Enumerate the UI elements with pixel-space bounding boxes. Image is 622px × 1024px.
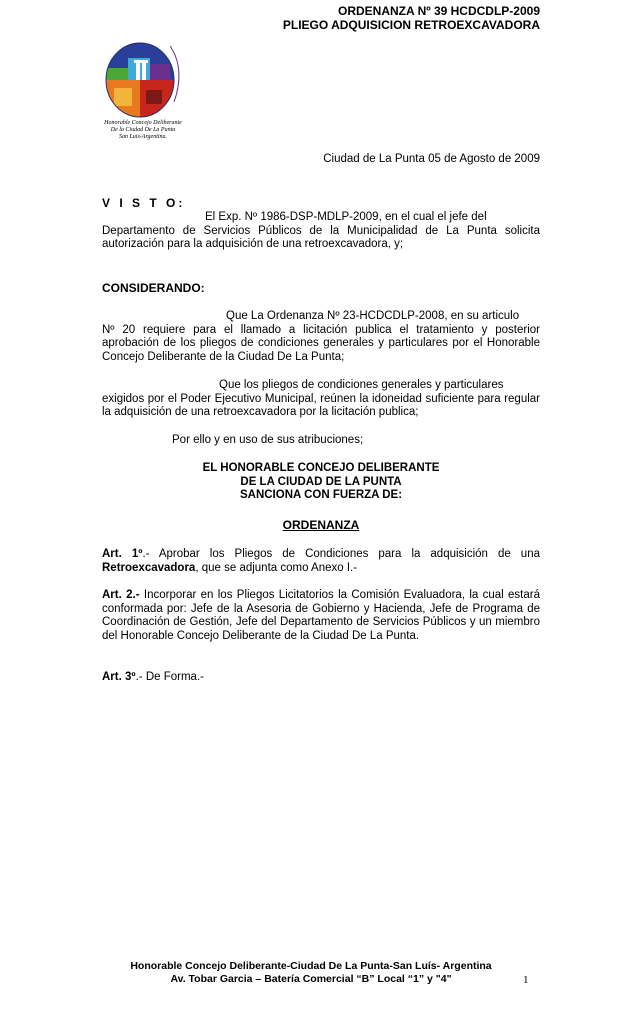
article-2-text: Incorporar en los Pliegos Licitatorios la Comisión Evaluadora, la cual estará conformada por: Jefe de la Asesoria de Gobierno y Hacienda, Jefe de Programa de Coordinación de Gestión, Jefe del Departamento de Servicios Públicos y un miembro del Honorable Concejo Deliberante de la Ciudad De La Punta. bbox=[102, 589, 540, 642]
visto-body: Departamento de Servicios Públicos de la Municipalidad de La Punta solicita autorización para la adquisición de una retroexcavadora, y; bbox=[102, 224, 540, 251]
document-header bbox=[283, 4, 540, 32]
article-1-bold-term: Retroexcavadora bbox=[102, 561, 196, 574]
article-1-label: Art. 1º bbox=[102, 548, 143, 560]
footer-line-2: Av. Tobar Garcia – Batería Comercial “B” Local “1” y "4" bbox=[170, 973, 452, 985]
document-date: Ciudad de La Punta 05 de Agosto de 2009 bbox=[323, 153, 540, 165]
considerando-p2-body: exigidos por el Poder Ejecutivo Municipal, reúnen la idoneidad suficiente para regular la adquisición de una retroexcavadora por la licitación publica; bbox=[102, 392, 540, 419]
logo-caption-line: De la Ciudad De La Punta bbox=[110, 127, 176, 133]
council-emblem-icon bbox=[100, 40, 186, 118]
visto-paragraph bbox=[102, 211, 540, 252]
article-2 bbox=[102, 589, 540, 643]
article-1 bbox=[102, 548, 540, 575]
sanciona-block bbox=[102, 462, 540, 503]
article-1-text-end: , que se adjunta como Anexo I.- bbox=[195, 561, 358, 574]
ordenanza-title: ORDENANZA bbox=[282, 518, 360, 532]
logo-caption-line: Honorable Concejo Deliberante bbox=[104, 120, 182, 126]
sanciona-line: EL HONORABLE CONCEJO DELIBERANTE bbox=[202, 462, 440, 474]
considerando-paragraph-2 bbox=[102, 379, 540, 420]
article-2-label: Art. 2.- bbox=[102, 589, 140, 601]
logo-caption bbox=[100, 120, 186, 141]
article-3-text: .- De Forma.- bbox=[135, 671, 204, 683]
footer-line-1: Honorable Concejo Deliberante-Ciudad De La Punta-San Luís- Argentina bbox=[130, 960, 492, 972]
considerando-paragraph-3: Por ello y en uso de sus atribuciones; bbox=[172, 434, 364, 446]
considerando-p1-body: Nº 20 requiere para el llamado a licitación publica el tratamiento y posterior aprobación de los pliegos de condiciones generales y particulares por el Honorable Concejo Deliberante de la Ciudad De La Punta; bbox=[102, 323, 540, 363]
document-footer bbox=[0, 960, 622, 986]
visto-first-line: El Exp. Nº 1986-DSP-MDLP-2009, en el cual el jefe del bbox=[205, 211, 487, 223]
article-1-text: .- Aprobar los Pliegos de Condiciones para la adquisición de una bbox=[142, 548, 540, 560]
considerando-p1-first-line: Que La Ordenanza Nº 23-HCDCDLP-2008, en su articulo bbox=[226, 310, 520, 322]
considerando-heading: CONSIDERANDO: bbox=[102, 281, 205, 295]
header-subject: PLIEGO ADQUISICION RETROEXCAVADORA bbox=[282, 18, 540, 32]
article-3-label: Art. 3º bbox=[102, 671, 136, 683]
sanciona-line: DE LA CIUDAD DE LA PUNTA bbox=[240, 475, 402, 488]
page-number: 1 bbox=[523, 974, 529, 986]
article-3 bbox=[102, 671, 540, 685]
visto-heading: V I S T O: bbox=[102, 196, 186, 210]
logo-caption-line: San Luis-Argentina. bbox=[118, 134, 168, 140]
considerando-p2-first-line: Que los pliegos de condiciones generales y particulares bbox=[219, 379, 504, 391]
header-ordinance-number: ORDENANZA Nº 39 HCDCDLP-2009 bbox=[338, 4, 540, 18]
sanciona-line: SANCIONA CON FUERZA DE: bbox=[239, 489, 403, 502]
considerando-paragraph-1 bbox=[102, 310, 540, 364]
council-logo bbox=[100, 40, 188, 141]
